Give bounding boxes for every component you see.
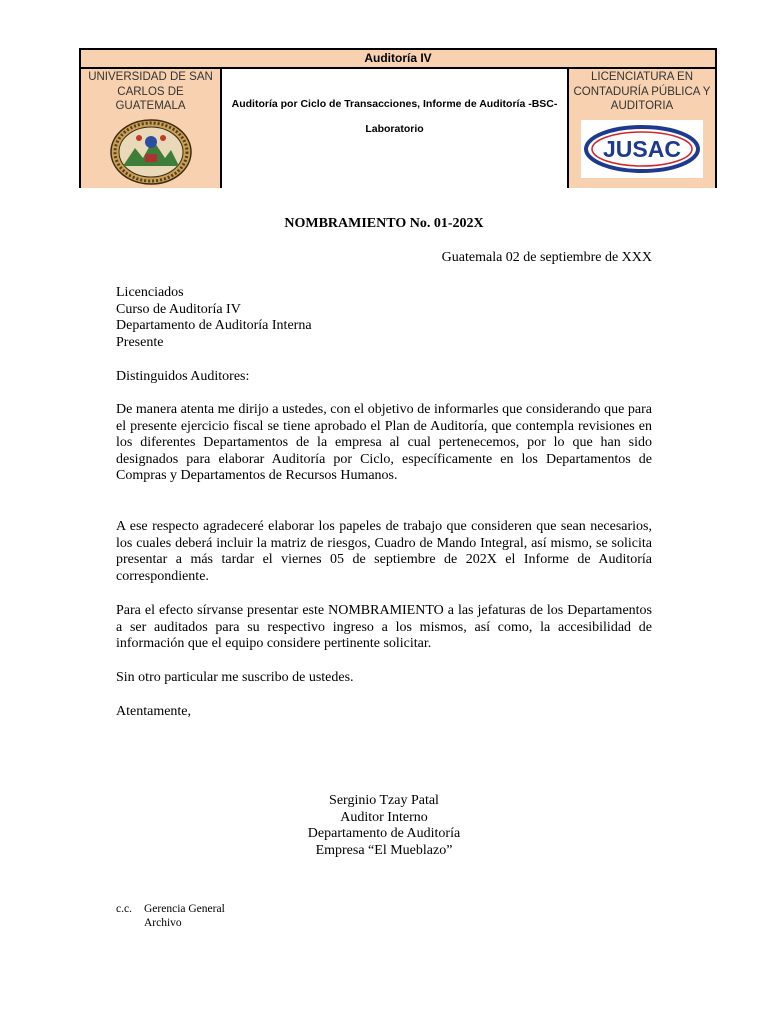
lab-label: Laboratorio: [365, 123, 424, 135]
body-paragraph: A ese respecto agradeceré elaborar los papeles de trabajo que consideren que sean necesarios, los cuales deberá incluir la matriz de riesgos, Cuadro de Mando Integral, así mismo, se solicita presentar a más tardar el viernes 05 de septiembre de 202X el Informe de Auditoría correspondiente.: [116, 519, 652, 584]
cc-label: c.c.: [116, 903, 132, 915]
cc-recipient: Gerencia General: [144, 903, 225, 915]
cc-block: [116, 903, 225, 930]
signer-company: Empresa “El Mueblazo”: [315, 842, 453, 858]
signer-name: Serginio Tzay Patal: [329, 793, 439, 808]
signature-block: [0, 793, 768, 859]
signer-department: Departamento de Auditoría: [307, 826, 461, 841]
body-paragraph: De manera atenta me dirijo a ustedes, con el objetivo de informarles que considerando que para el presente ejercicio fiscal se tiene aprobado el Plan de Auditoría, que contempla revisiones en los diferentes Departamentos de la empresa al cual pertenecemos, por lo que han sido designados para elaborar Auditoría por Ciclo, específicamente en los Departamentos de Compras y Departamentos de Recursos Humanos.: [116, 402, 652, 483]
recipient-line: Curso de Auditoría IV: [116, 301, 241, 317]
body-paragraph: Para el efecto sírvanse presentar este NOMBRAMIENTO a las jefaturas de los Departamentos a ser auditados para su respectivo ingreso a los mismos, así como, la accesibilidad de información que el equipo considere pertinente solicitar.: [116, 603, 652, 651]
recipient-line: Departamento de Auditoría Interna: [116, 318, 312, 333]
university-cell: [81, 69, 222, 188]
subject-cell: [222, 69, 569, 188]
university-name: UNIVERSIDAD DE SAN CARLOS DE GUATEMALA: [88, 71, 213, 112]
subject-line: Auditoría por Ciclo de Transacciones, Informe de Auditoría -BSC-: [231, 98, 558, 110]
recipient-line: Presente: [116, 334, 164, 350]
document-header: [79, 48, 717, 188]
university-seal-icon: [109, 118, 193, 186]
recipient-block: [116, 285, 312, 351]
document-title: NOMBRAMIENTO No. 01-202X: [284, 216, 484, 231]
letter-date: Guatemala 02 de septiembre de XXX: [441, 250, 652, 265]
course-title: Auditoría IV: [81, 50, 715, 69]
signer-title: Auditor Interno: [340, 809, 428, 825]
program-name: LICENCIATURA EN CONTADURÍA PÚBLICA Y AUDITORIA: [573, 71, 711, 112]
closing-line: Sin otro particular me suscribo de ustedes.: [116, 670, 354, 685]
program-cell: [569, 69, 715, 188]
jusac-logo-text: JUSAC: [603, 135, 681, 162]
greeting: Distinguidos Auditores:: [116, 369, 250, 384]
jusac-logo: [581, 120, 703, 178]
cc-recipient: Archivo: [144, 916, 182, 929]
sign-off: Atentamente,: [116, 704, 192, 719]
recipient-line: Licenciados: [116, 285, 184, 300]
